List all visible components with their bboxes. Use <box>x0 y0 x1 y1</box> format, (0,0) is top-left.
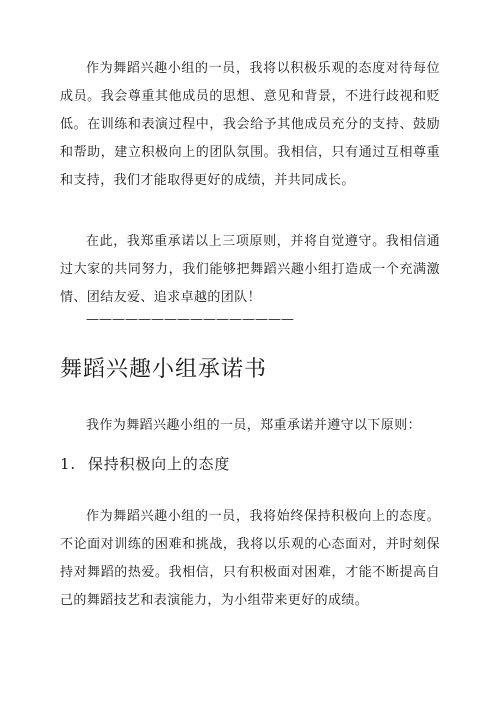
paragraph-respect: 作为舞蹈兴趣小组的一员，我将以积极乐观的态度对待每位成员。我会尊重其他成员的思想、意见和背景，不进行歧视和贬低。在训练和表演过程中，我会给予其他成员充分的支持、鼓励和帮助，建立积极向上的团队氛围。我相信，只有通过互相尊重和支持，我们才能取得更好的成绩，并共同成长。 <box>60 61 440 188</box>
section-title: 保持积极向上的态度 <box>87 455 231 473</box>
section-number: 1. <box>60 455 76 473</box>
section-heading-1 <box>60 453 230 474</box>
section-divider: ———————————————— <box>86 312 294 327</box>
paragraph-commitment: 在此，我郑重承诺以上三项原则，并将自觉遵守。我相信通过大家的共同努力，我们能够把舞蹈兴趣小组打造成一个充满激情、团结友爱、追求卓越的团队！ <box>60 234 440 305</box>
paragraph-positive-attitude: 作为舞蹈兴趣小组的一员，我将始终保持积极向上的态度。不论面对训练的困难和挑战，我将以乐观的心态面对，并时刻保持对舞蹈的热爱。我相信，只有积极面对困难，才能不断提高自己的舞蹈技艺和表演能力，为小组带来更好的成绩。 <box>60 509 440 608</box>
document-title: 舞蹈兴趣小组承诺书 <box>60 357 268 382</box>
paragraph-intro: 我作为舞蹈兴趣小组的一员，郑重承诺并遵守以下原则： <box>86 418 422 433</box>
